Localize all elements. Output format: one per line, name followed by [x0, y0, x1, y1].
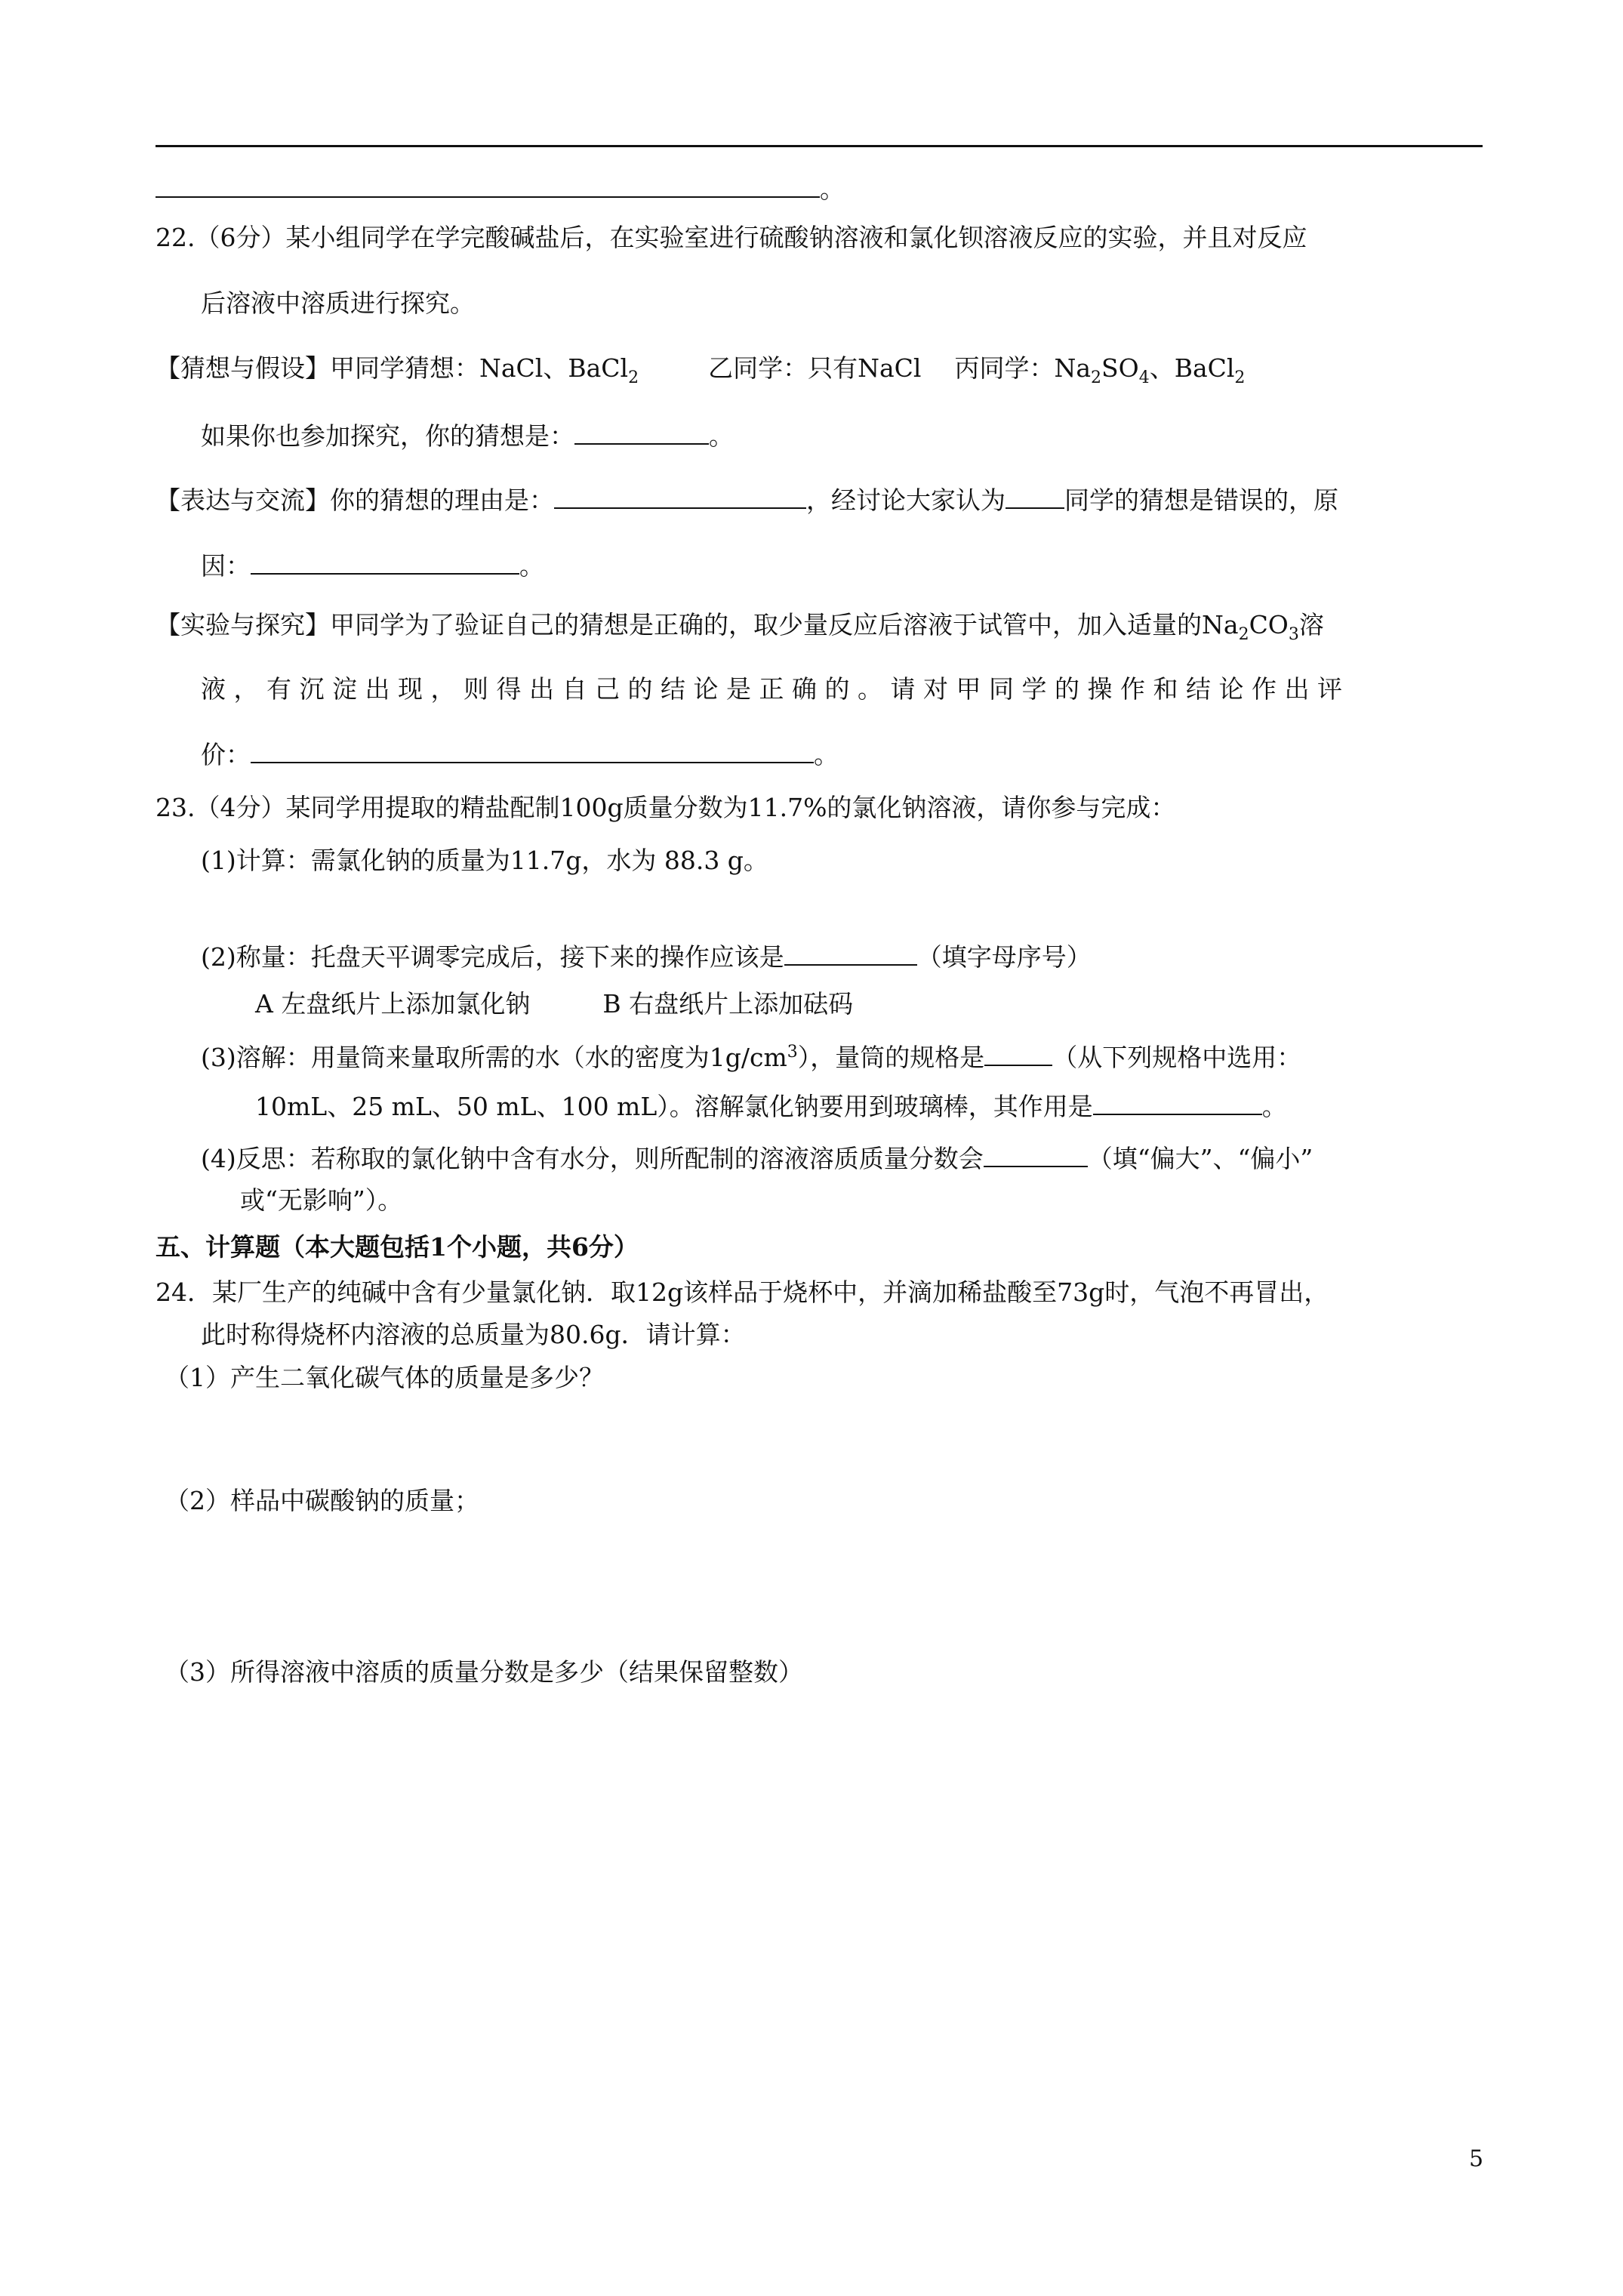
q24-line-2: 此时称得烧杯内溶液的总质量为80.6g．请计算： — [201, 1320, 746, 1349]
q24-line-1: 24．某厂生产的纯碱中含有少量氯化钠．取12g该样品于烧杯中，并滴加稀盐酸至73g时，气泡不再冒出， — [156, 1277, 1329, 1307]
page-number: 5 — [1469, 2146, 1484, 2172]
section-heading: 五、计算题（本大题包括1个小题，共6分） — [156, 1232, 639, 1262]
q22-express: 【表达与交流】你的猜想的理由是： ，经讨论大家认为 同学的猜想是错误的，原 — [156, 483, 1338, 516]
your-guess-blank[interactable] — [574, 419, 709, 445]
q23-calc: (1)计算：需氯化钠的质量为11.7g，水为 88.3 g。 — [201, 846, 768, 875]
q24-sub-1: （1）产生二氧化碳气体的质量是多少？ — [165, 1363, 604, 1392]
reflect-blank[interactable] — [984, 1142, 1088, 1167]
q23-dissolve: (3)溶解：用量筒来量取所需的水（水的密度为$1g/cm^3$），量筒的规格是 （从下列规格中选用： — [201, 1040, 1301, 1073]
answer-line-continuation: 。 — [156, 172, 845, 205]
cause-blank[interactable] — [251, 549, 519, 575]
q23-options: A 左盘纸片上添加氯化钠 B 右盘纸片上添加砝码 — [255, 989, 854, 1019]
q22-reason: 因： 。 — [201, 549, 544, 581]
q23-head: 23.（4分）某同学用提取的精盐配制100g质量分数为11.7%的氯化钠溶液，请你参与完成： — [156, 793, 1176, 822]
header-rule — [156, 145, 1483, 147]
q24-sub-2: （2）样品中碳酸钠的质量； — [165, 1486, 479, 1515]
q23-dissolve-2: 10mL、25 mL、50 mL、100 mL）。溶解氯化钠要用到玻璃棒，其作用是 。 — [255, 1089, 1287, 1122]
q22-line-2: 后溶液中溶质进行探究。 — [201, 288, 475, 318]
q22-evaluation: 价： 。 — [201, 738, 839, 770]
q24-sub-3: （3）所得溶液中溶质的质量分数是多少（结果保留整数） — [165, 1657, 803, 1687]
q23-reflect-2: 或“无影响”）。 — [240, 1185, 403, 1215]
wrong-student-blank[interactable] — [1006, 483, 1064, 509]
answer-blank[interactable] — [156, 172, 820, 198]
weigh-blank[interactable] — [784, 940, 917, 966]
reason-blank[interactable] — [554, 483, 806, 509]
cylinder-blank[interactable] — [984, 1040, 1052, 1066]
q22-line-1: 22.（6分）某小组同学在学完酸碱盐后，在实验室进行硫酸钠溶液和氯化钡溶液反应的实验，并且对反应 — [156, 223, 1307, 252]
q22-experiment-2: 液，有沉淀出现，则得出自己的结论是正确的。请对甲同学的操作和结论作出评 — [201, 674, 1350, 704]
q23-reflect: (4)反思：若称取的氯化钠中含有水分，则所配制的溶液溶质质量分数会 （填“偏大”、“偏小” — [201, 1142, 1313, 1174]
q23-weigh: (2)称量：托盘天平调零完成后，接下来的操作应该是 （填字母序号） — [201, 940, 1092, 972]
q22-hypothesis: 【猜想与假设】甲同学猜想：NaCl、BaCl$_2$ 乙同学：只有NaCl 丙同学：$Na_2SO_4$、BaCl$_2$ — [156, 353, 1246, 387]
q22-experiment-1: 【实验与探究】甲同学为了验证自己的猜想是正确的，取少量反应后溶液于试管中，加入适量的$Na_2CO_3$溶 — [156, 610, 1324, 644]
evaluation-blank[interactable] — [251, 738, 814, 763]
q22-your-guess: 如果你也参加探究，你的猜想是： 。 — [201, 419, 734, 451]
rod-purpose-blank[interactable] — [1093, 1089, 1262, 1115]
